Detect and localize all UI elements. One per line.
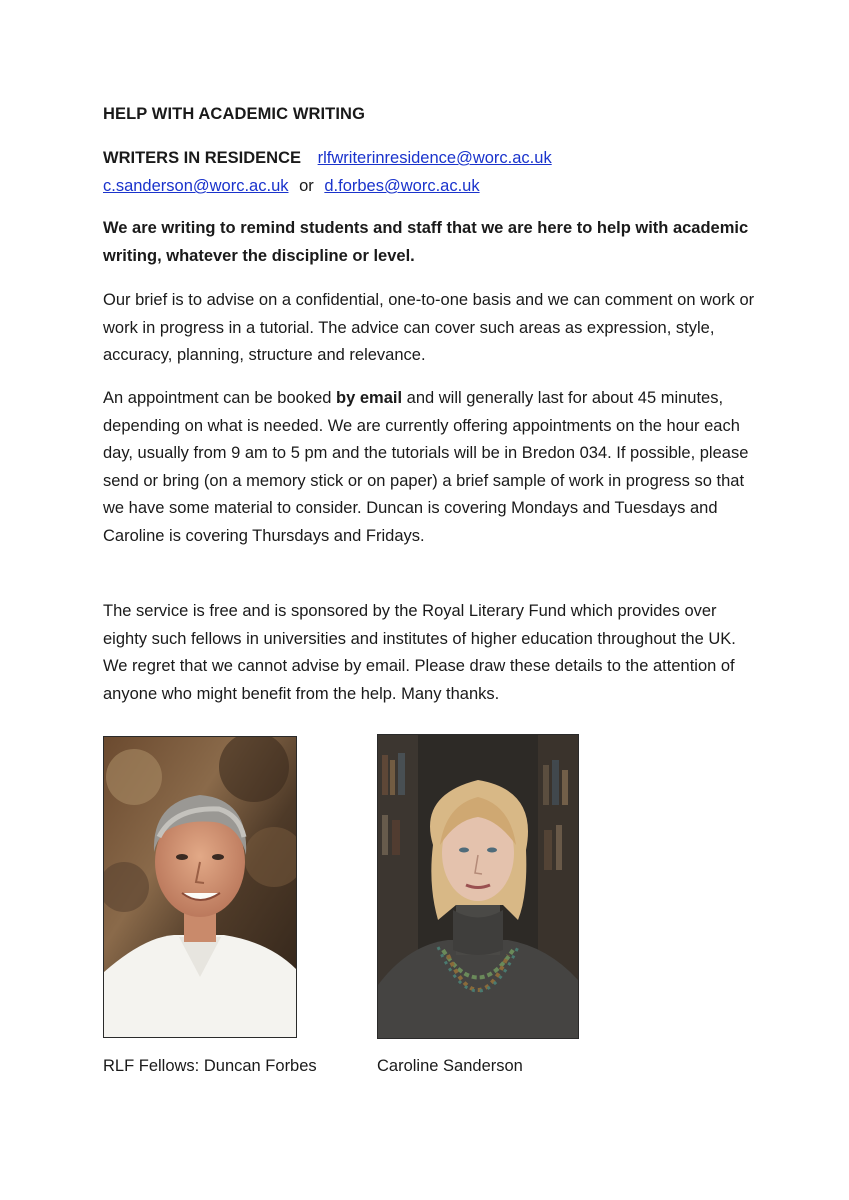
writers-in-residence-line: [103, 149, 552, 168]
brief-paragraph: Our brief is to advise on a confidential, one-to-one basis and we can comment on work or work in progress in a tutorial. The advice can cover such areas as expression, style, accuracy, planning, structure and relevance.: [103, 291, 755, 364]
writers-label: WRITERS IN RESIDENCE: [103, 149, 302, 167]
appointment-paragraph: [103, 385, 763, 550]
caroline-sanderson-photo: [377, 734, 579, 1039]
email-link-sanderson[interactable]: c.sanderson@worc.ac.uk: [103, 177, 289, 195]
document-title: HELP WITH ACADEMIC WRITING: [103, 105, 365, 123]
email-link-main[interactable]: rlfwriterinresidence@worc.ac.uk: [317, 149, 552, 167]
appointment-text-start: An appointment can be booked: [103, 389, 337, 407]
email-or-text: or: [299, 177, 314, 195]
appointment-text-rest: and will generally last for about 45 minutes, depending on what is needed. We are currently offering appointments on the hour each day, usually from 9 am to 5 pm and the tutorials will be in Bredon 034. If possible, please send or bring (on a memory stick or on paper) a brief sample of work in progress so that we have some material to consider. Duncan is covering Mondays and Tuesdays and Caroline is covering Thursdays and Fridays.: [103, 389, 749, 545]
appointment-text-bold: by email: [336, 389, 403, 407]
fellow-emails-line: [103, 177, 480, 196]
intro-paragraph: We are writing to remind students and staff that we are here to help with academic writing, whatever the discipline or level.: [103, 219, 749, 265]
caption-duncan-forbes: RLF Fellows: Duncan Forbes: [103, 1057, 317, 1075]
duncan-forbes-photo: [103, 736, 297, 1038]
service-paragraph: The service is free and is sponsored by the Royal Literary Fund which provides over eighty such fellows in universities and institutes of higher education throughout the UK. We regret that we cannot advise by email. Please draw these details to the attention of anyone who might benefit from the help. Many thanks.: [103, 602, 736, 703]
email-link-forbes[interactable]: d.forbes@worc.ac.uk: [324, 177, 480, 195]
caption-caroline-sanderson: Caroline Sanderson: [377, 1057, 523, 1075]
